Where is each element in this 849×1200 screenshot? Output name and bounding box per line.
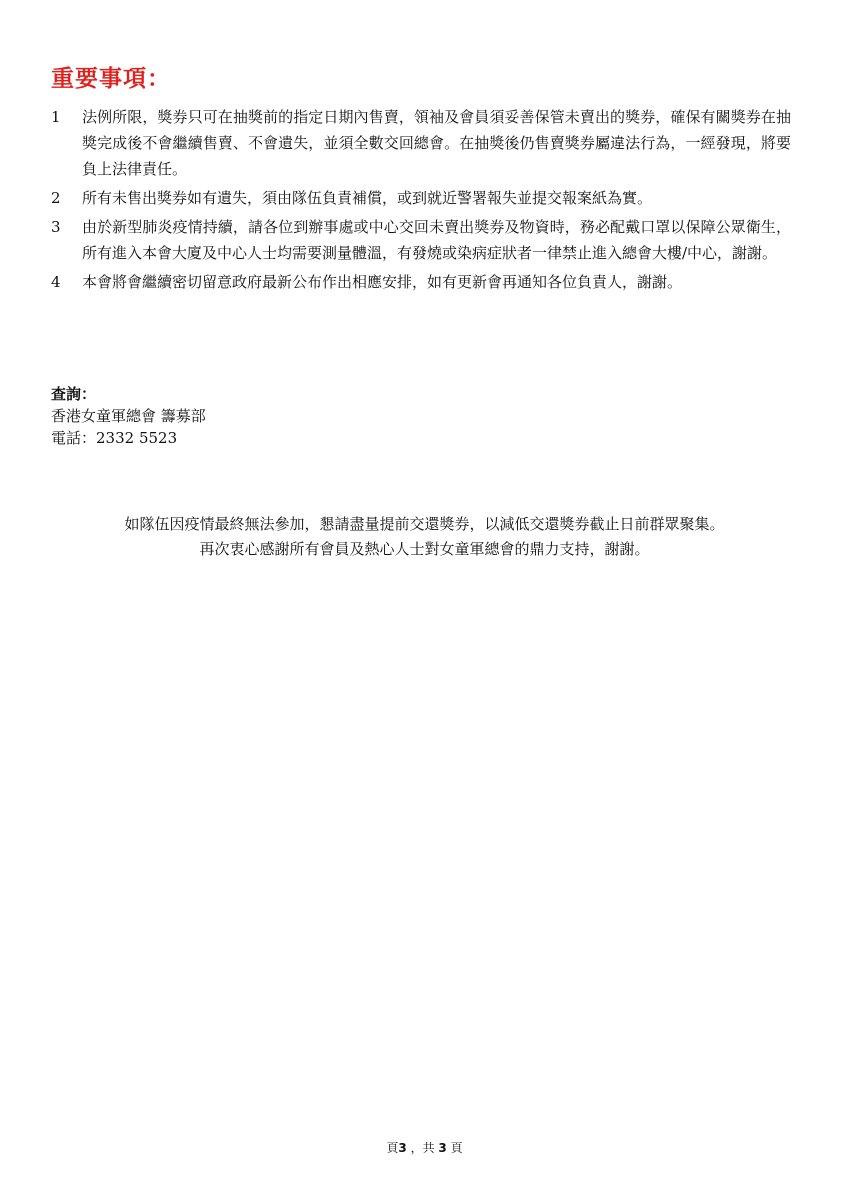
closing-line-2: 再次衷心感謝所有會員及熱心人士對女童軍總會的鼎力支持，謝謝。 [199, 540, 650, 558]
note-text: 所有未售出獎券如有遺失，須由隊伍負責補償，或到就近警署報失並提交報案紙為實。 [82, 189, 653, 207]
contact-title: 查詢： [51, 385, 97, 403]
note-item [51, 214, 791, 266]
contact-organization: 香港女童軍總會 籌募部 [51, 407, 206, 425]
important-notes-heading: 重要事項： [51, 66, 171, 92]
footer-suffix: 頁 [446, 1141, 463, 1155]
note-text: 由於新型肺炎疫情持續，請各位到辦事處或中心交回未賣出獎券及物資時，務必配戴口罩以保障公眾衛生，所有進入本會大廈及中心人士均需要測量體溫，有發燒或染病症狀者一律禁止進入總會大樓/中心，謝謝。 [82, 218, 791, 262]
page-footer [0, 1139, 849, 1156]
footer-total-pages: 3 [438, 1141, 447, 1155]
closing-message [0, 512, 849, 562]
closing-line-1: 如隊伍因疫情最終無法參加，懇請盡量提前交還獎券，以減低交還獎券截止日前群眾聚集。 [124, 515, 725, 533]
note-text: 本會將會繼續密切留意政府最新公布作出相應安排，如有更新會再通知各位負責人，謝謝。 [82, 273, 683, 291]
note-item [51, 104, 791, 182]
note-number: 1 [51, 108, 61, 126]
note-number: 4 [51, 273, 61, 291]
contact-phone: 電話：2332 5523 [51, 429, 178, 447]
note-number: 2 [51, 189, 61, 207]
note-item [51, 269, 791, 295]
note-number: 3 [51, 218, 61, 236]
contact-section [51, 383, 206, 449]
note-text: 法例所限，獎券只可在抽獎前的指定日期內售賣，領袖及會員須妥善保管未賣出的獎券，確保有關獎券在抽獎完成後不會繼續售賣、不會遺失，並須全數交回總會。在抽獎後仍售賣獎券屬違法行為，一經發現，將要負上法律責任。 [82, 108, 791, 178]
note-item [51, 185, 791, 211]
important-notes-list [51, 104, 791, 298]
footer-current-page: 3 [398, 1141, 407, 1155]
footer-prefix: 頁 [386, 1141, 399, 1155]
footer-middle: ，共 [406, 1141, 439, 1155]
